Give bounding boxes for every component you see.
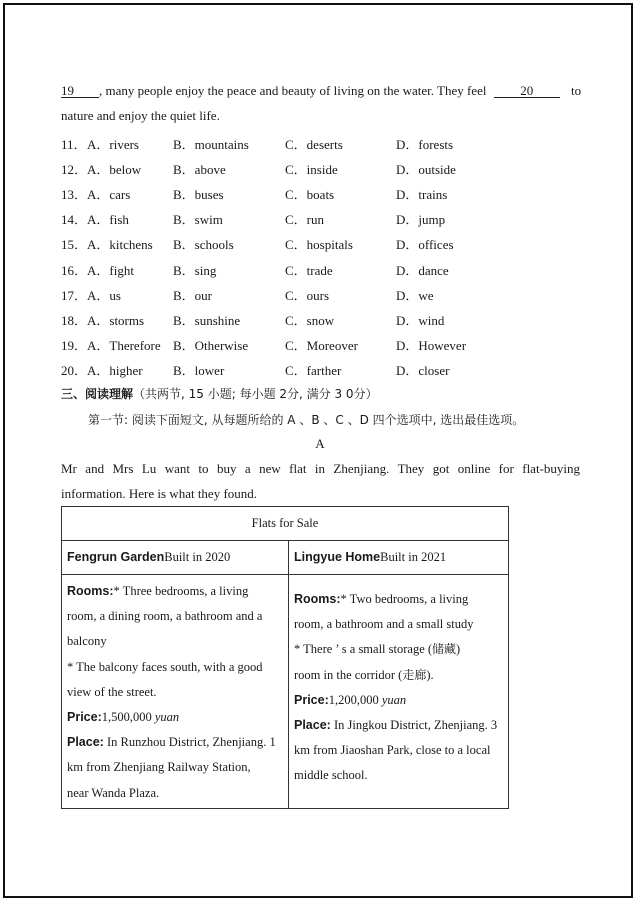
- rooms-line: view of the street.: [67, 684, 157, 699]
- question-number: 13．: [61, 187, 88, 202]
- option-d: D．closer: [396, 363, 450, 378]
- place-line: near Wanda Plaza.: [67, 785, 160, 800]
- option-b: B．sunshine: [173, 313, 241, 328]
- flat-header-lingyue: [289, 541, 509, 575]
- option-c: C．trade: [285, 263, 333, 278]
- place-line: km from Zhenjiang Railway Station,: [67, 760, 251, 775]
- option-c: C．boats: [285, 187, 335, 202]
- option-b: B．buses: [173, 187, 224, 202]
- option-c: C．run: [285, 212, 325, 227]
- flat-built: Built in 2020: [164, 550, 231, 564]
- flats-table: [61, 506, 509, 809]
- option-c: C．farther: [285, 363, 342, 378]
- rooms-text: ).: [426, 667, 434, 682]
- option-a: A．below: [87, 162, 142, 177]
- place-text: In Runzhou District, Zhenjiang. 1: [106, 735, 276, 750]
- rooms-label: Rooms:: [67, 584, 114, 598]
- place-line: [67, 730, 283, 755]
- question-number: 15．: [61, 237, 88, 252]
- option-c: C．inside: [285, 162, 338, 177]
- flat-details-fengrun: [62, 575, 289, 809]
- rooms-text-zh: 储藏: [432, 642, 457, 657]
- option-d: D．However: [396, 338, 467, 353]
- place-line: middle school.: [294, 768, 368, 783]
- price-label: Price:: [67, 710, 102, 725]
- rooms-text-zh: 走廊: [402, 667, 427, 682]
- rooms-text: ): [456, 642, 461, 657]
- passage-line-1: [61, 83, 581, 99]
- option-b: B．swim: [173, 212, 223, 227]
- option-a: A．rivers: [87, 137, 139, 152]
- rooms-line: [294, 637, 503, 662]
- option-d: D．outside: [396, 162, 456, 177]
- option-d: D．dance: [396, 263, 449, 278]
- rooms-line: room, a bathroom and a small study: [294, 617, 474, 632]
- passage-label: A: [315, 436, 325, 451]
- option-b: B．our: [173, 288, 213, 303]
- option-a: A．fight: [87, 263, 134, 278]
- option-c: C．ours: [285, 288, 330, 303]
- intro-line-1: Mr and Mrs Lu want to buy a new flat in Zhenjiang. They got online for flat-buying: [61, 461, 580, 476]
- section-title: 三、阅读理解: [61, 387, 134, 401]
- option-d: D．we: [396, 288, 434, 303]
- section-note: （共两节, 15 小题; 每小题 2分, 满分 3 0分）: [133, 387, 378, 401]
- place-line: km from Jiaoshan Park, close to a local: [294, 743, 491, 758]
- passage-text-1: , many people enjoy the peace and beauty of living on the water. They feel: [99, 83, 487, 98]
- option-a: A．kitchens: [87, 237, 153, 252]
- option-c: C．deserts: [285, 137, 343, 152]
- flat-name: Lingyue Home: [294, 550, 381, 564]
- option-d: D．trains: [396, 187, 448, 202]
- option-b: B．lower: [173, 363, 225, 378]
- question-number: 14．: [61, 212, 88, 227]
- price-unit: yuan: [381, 692, 407, 707]
- price-line: [294, 688, 503, 713]
- place-line: [294, 713, 503, 738]
- option-a: A．cars: [87, 187, 131, 202]
- option-c: C．snow: [285, 313, 335, 328]
- option-a: A．higher: [87, 363, 143, 378]
- option-b: B．schools: [173, 237, 234, 252]
- passage-line-2: nature and enjoy the quiet life.: [61, 108, 220, 123]
- option-a: A．storms: [87, 313, 145, 328]
- option-c: C．Moreover: [285, 338, 358, 353]
- option-b: B．Otherwise: [173, 338, 249, 353]
- rooms-text: room in the corridor (: [294, 667, 403, 682]
- option-a: A．Therefore: [87, 338, 161, 353]
- option-d: D．jump: [396, 212, 446, 227]
- price-unit: yuan: [154, 710, 180, 725]
- option-a: A．us: [87, 288, 121, 303]
- price-line: [67, 705, 283, 730]
- flat-header-fengrun: [62, 541, 289, 575]
- place-label: Place:: [294, 718, 331, 733]
- question-number: 19．: [61, 338, 88, 353]
- rooms-line: [294, 663, 503, 688]
- rooms-line: room, a dining room, a bathroom and a: [67, 609, 263, 624]
- option-b: B．mountains: [173, 137, 249, 152]
- flat-details-lingyue: [289, 575, 509, 809]
- option-d: D．forests: [396, 137, 454, 152]
- option-d: D．wind: [396, 313, 445, 328]
- passage-text-1-end: to: [570, 83, 582, 98]
- question-number: 12．: [61, 162, 88, 177]
- price-value: 1,200,000: [328, 692, 379, 707]
- question-number: 18．: [61, 313, 88, 328]
- rooms-line: [294, 587, 503, 612]
- price-value: 1,500,000: [101, 710, 152, 725]
- question-number: 20．: [61, 363, 88, 378]
- flat-built: Built in 2021: [380, 550, 447, 564]
- price-label: Price:: [294, 692, 329, 707]
- rooms-text: * Two bedrooms, a living: [340, 592, 469, 606]
- place-label: Place:: [67, 735, 104, 750]
- rooms-line: [67, 579, 283, 604]
- question-number: 16．: [61, 263, 88, 278]
- flat-name: Fengrun Garden: [67, 550, 165, 564]
- option-b: B．sing: [173, 263, 217, 278]
- rooms-text: * There ’ s a small storage (: [294, 642, 433, 657]
- section-heading: [61, 385, 378, 402]
- table-caption: Flats for Sale: [62, 507, 509, 541]
- option-c: C．hospitals: [285, 237, 353, 252]
- option-d: D．offices: [396, 237, 454, 252]
- blank-20: 20: [494, 84, 560, 98]
- blank-19: 19: [61, 84, 99, 98]
- rooms-line: * The balcony faces south, with a good: [67, 659, 263, 674]
- option-b: B．above: [173, 162, 226, 177]
- section-instruction: 第一节: 阅读下面短文, 从每题所给的 A 、B 、C 、D 四个选项中, 选出最佳选项。: [88, 413, 525, 427]
- rooms-label: Rooms:: [294, 592, 341, 606]
- question-number: 17．: [61, 288, 88, 303]
- place-text: In Jingkou District, Zhenjiang. 3: [333, 718, 498, 733]
- intro-line-2: information. Here is what they found.: [61, 486, 258, 501]
- question-number: 11．: [61, 137, 87, 152]
- rooms-text: * Three bedrooms, a living: [113, 584, 249, 598]
- option-a: A．fish: [87, 212, 129, 227]
- rooms-line: balcony: [67, 634, 107, 649]
